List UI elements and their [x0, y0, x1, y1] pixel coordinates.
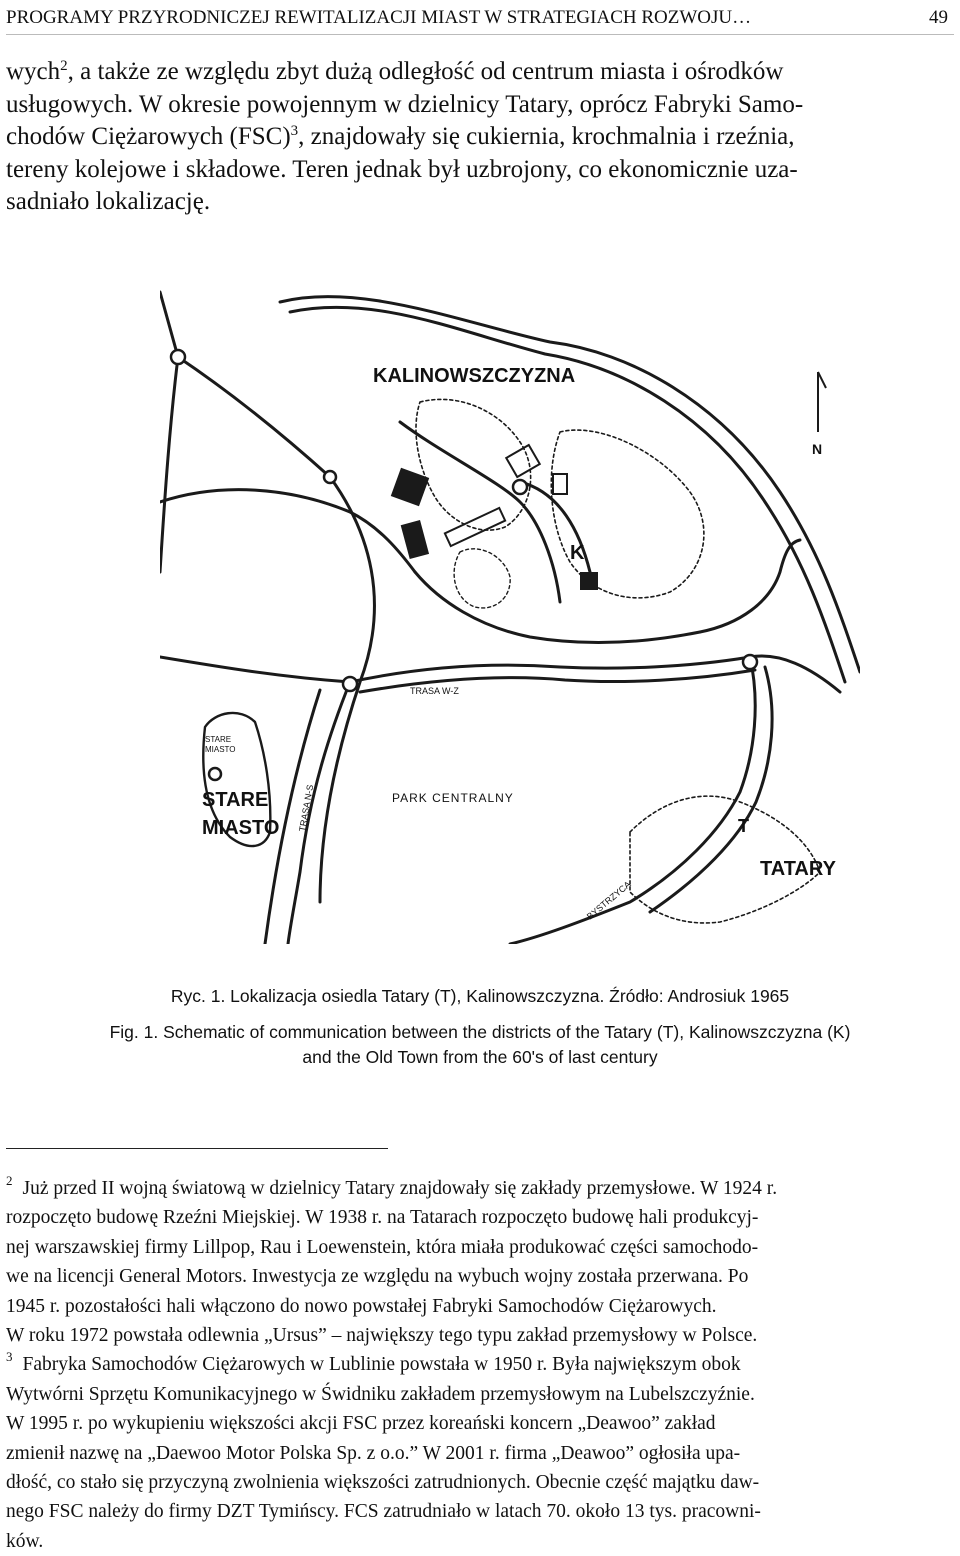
footnote-ref-3[interactable]: 3 — [290, 123, 299, 139]
figure-caption-en — [0, 1020, 960, 1070]
footnote-text: Fabryka Samochodów Ciężarowych w Lublinie powstała w 1950 r. Była największym obok — [22, 1354, 741, 1376]
map-road — [160, 490, 415, 572]
footnote-line: 3 Fabryka Samochodów Ciężarowych w Lublinie powstała w 1950 r. Była największym obok — [6, 1349, 741, 1376]
map-road — [160, 657, 350, 682]
caption-en-line: and the Old Town from the 60's of last century — [302, 1047, 658, 1067]
body-text-fragment: , znajdowały się cukiernia, krochmalnia i rzeźnia, — [298, 123, 795, 150]
map-kalinowszczyzna-cluster — [454, 549, 510, 608]
label-old-town-2: MIASTO — [202, 817, 280, 839]
map-kalinowszczyzna-cluster — [551, 430, 704, 598]
body-paragraph — [6, 56, 954, 219]
body-line: tereny kolejowe i składowe. Teren jednak był uzbrojony, co ekonomicznie uza- — [6, 155, 798, 183]
footnote-text: Już przed II wojną światową w dzielnicy Tatary znajdowały się zakłady przemysłowe. W 1924 r. — [22, 1178, 778, 1199]
map-building — [506, 445, 540, 477]
footnote-line: Wytwórni Sprzętu Komunikacyjnego w Świdniku zakładem przemysłowym na Lubelszczyźnie. — [6, 1383, 755, 1405]
label-north: N — [812, 441, 823, 457]
footnote-line: 1945 r. pozostałości hali włączono do nowo powstałej Fabryki Samochodów Ciężarowych. — [6, 1295, 717, 1317]
running-title: PROGRAMY PRZYRODNICZEJ REWITALIZACJI MIAST W STRATEGIACH ROZWOJU… — [6, 7, 752, 28]
body-text-fragment: wych — [6, 58, 61, 85]
footnote-line: W roku 1972 powstała odlewnia „Ursus” – największy tego typu zakład przemysłowy w Polsce. — [6, 1324, 758, 1346]
map-building — [580, 572, 598, 590]
map-building — [445, 508, 505, 546]
running-head — [6, 4, 954, 35]
map-figure — [160, 272, 860, 944]
label-tatary: TATARY — [760, 858, 836, 880]
page-number: 49 — [929, 7, 948, 28]
district-map — [160, 272, 860, 944]
footnote-line: zmienił nazwę na „Daewoo Motor Polska Sp. z o.o.” W 2001 r. firma „Deawoo” ogłosiła upa- — [6, 1442, 741, 1464]
label-old-town-small-2: MIASTO — [205, 745, 236, 754]
label-trasa-wz: TRASA W-Z — [410, 686, 459, 696]
label-trasa-ns: TRASA N-S — [297, 783, 316, 833]
footnote-line: nej warszawskiej firmy Lillpop, Rau i Loewenstein, która miała produkować części samochodo- — [6, 1236, 759, 1258]
footnote-line: 2 Już przed II wojną światową w dzielnicy Tatary znajdowały się zakłady przemysłowe. W 1924 r. — [6, 1173, 778, 1199]
figure-caption-pl: Ryc. 1. Lokalizacja osiedla Tatary (T), Kalinowszczyzna. Źródło: Androsiuk 1965 — [170, 986, 790, 1006]
map-building — [553, 474, 567, 494]
label-old-town-small-1: STARE — [205, 735, 232, 744]
map-roundabout — [743, 655, 757, 669]
map-roundabout — [171, 350, 185, 364]
label-bystrzyca: BYSTRZYCA — [584, 879, 633, 922]
label-old-town-1: STARE — [202, 789, 269, 811]
map-kalinowszczyzna-cluster — [416, 399, 531, 530]
footnote-separator — [6, 1148, 388, 1149]
map-road — [700, 540, 800, 632]
map-road — [400, 422, 560, 602]
footnote-line: W 1995 r. po wykupieniu większości akcji FSC przez koreański koncern „Deawoo” zakład — [6, 1413, 716, 1435]
label-k-marker: K — [570, 542, 585, 564]
footnote-line: dłość, co stało się przyczyną zwolnienia większości zatrudnionych. Obecnie część majątku daw- — [6, 1471, 760, 1493]
map-roundabout — [324, 471, 336, 483]
label-t-marker: T — [738, 816, 749, 836]
map-old-town-marker — [209, 768, 221, 780]
body-text-fragment: chodów Ciężarowych (FSC) — [6, 123, 291, 150]
footnote-ref-2[interactable]: 2 — [60, 58, 68, 74]
caption-en-line: Fig. 1. Schematic of communication between the districts of the Tatary (T), Kalinowszczyzna (K) — [109, 1022, 851, 1042]
map-road — [280, 297, 860, 672]
map-road — [510, 657, 755, 944]
label-park-centralny: PARK CENTRALNY — [392, 791, 514, 805]
body-line: usługowych. W okresie powojennym w dzielnicy Tatary, oprócz Fabryki Samo- — [6, 90, 804, 118]
body-line: sadniało lokalizację. — [6, 188, 211, 215]
map-roundabout — [513, 480, 527, 494]
footnote-line: rozpoczęto budowę Rzeźni Miejskiej. W 1938 r. na Tatarach rozpoczęto budowę hali produkcyj- — [6, 1207, 759, 1229]
map-road — [288, 682, 350, 944]
footnote-line: we na licencji General Motors. Inwestycja ze względu na wybuch wojny została przerwana. Po — [6, 1266, 749, 1288]
footnote-line: nego FSC należy do firmy DZT Tymińscy. FCS zatrudniało w latach 70. około 13 tys. pracowni- — [6, 1501, 761, 1523]
map-roundabout — [343, 677, 357, 691]
map-road — [178, 357, 330, 477]
map-road — [160, 292, 178, 357]
body-line — [6, 56, 954, 89]
body-line — [6, 121, 954, 154]
body-text-fragment: , a także ze względu zbyt dużą odległość od centrum miasta i ośrodków — [67, 58, 784, 85]
footnotes — [6, 1174, 954, 1556]
north-arrow-icon — [818, 372, 826, 432]
map-road — [160, 357, 178, 572]
label-kalinowszczyzna: KALINOWSZCZYZNA — [373, 365, 576, 387]
footnote-line: ków. — [6, 1530, 44, 1552]
map-building — [401, 520, 429, 559]
